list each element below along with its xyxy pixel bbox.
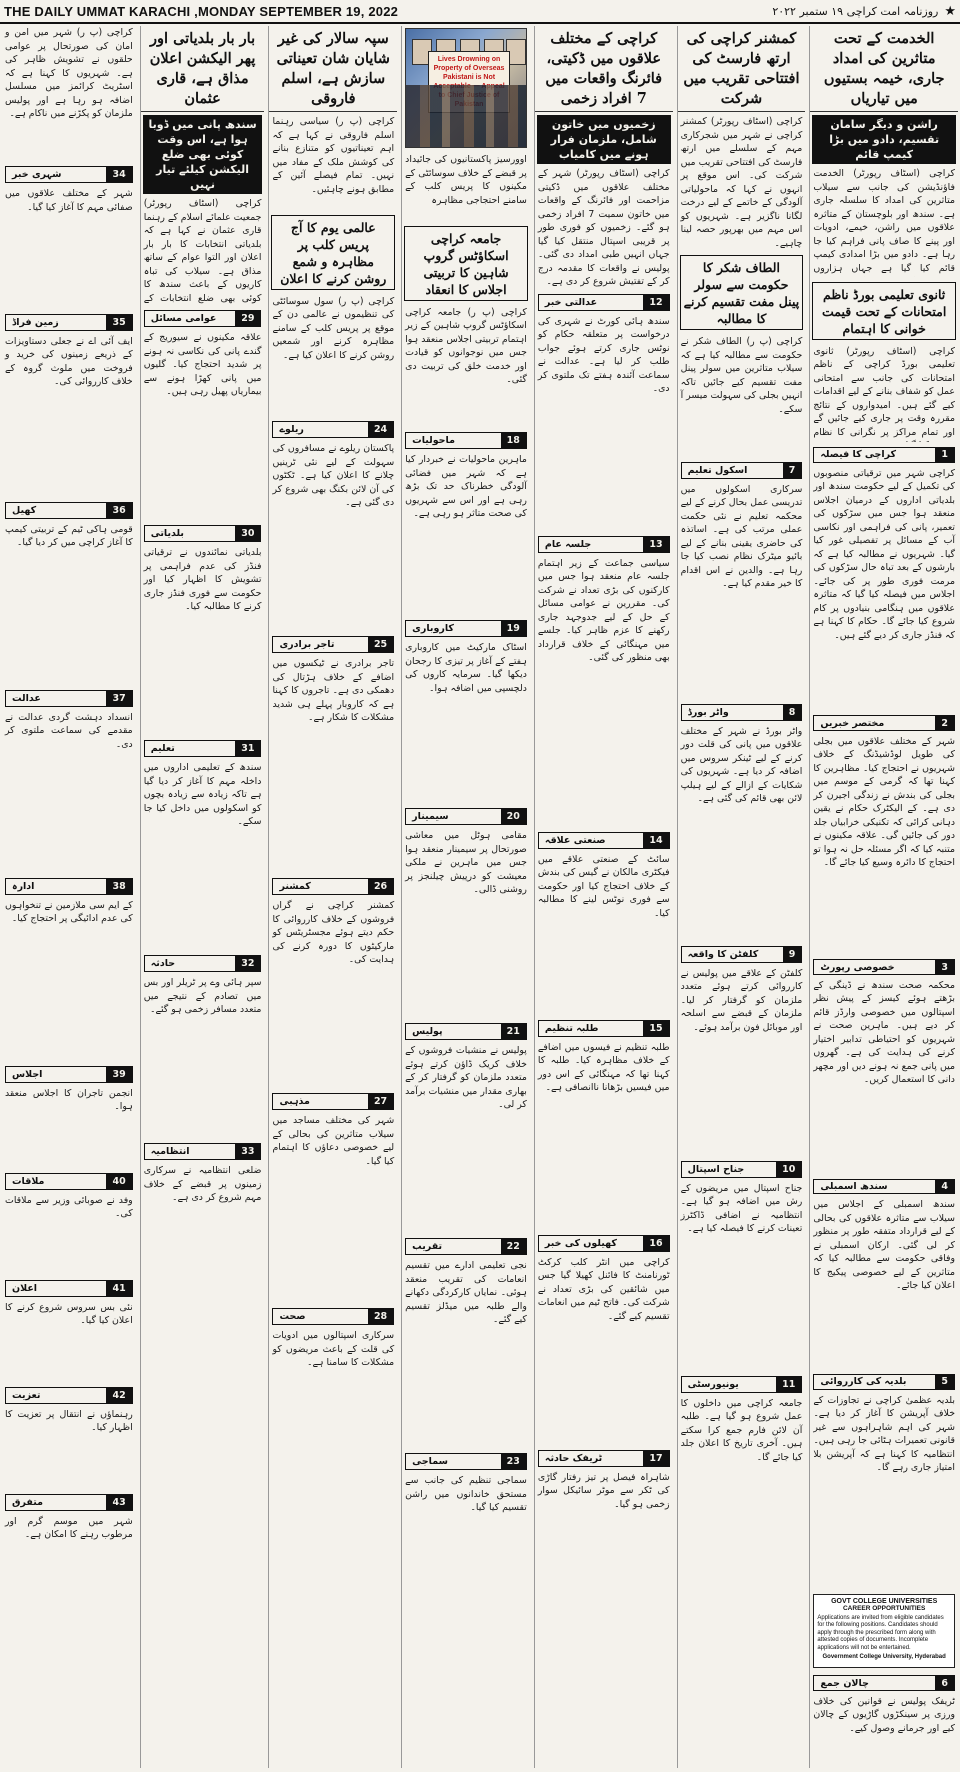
news-number-tag — [272, 1308, 394, 1325]
news-number-label: چالان جمع — [820, 1677, 869, 1689]
newspaper-page — [2, 26, 958, 1768]
news-number: 31 — [235, 741, 260, 756]
article-body: ضلعی انتظامیہ نے سرکاری زمینوں پر قبضے کے خلاف مہم شروع کر دی ہے۔ — [143, 1165, 262, 1203]
news-number-tag — [5, 1494, 133, 1511]
article-body: کراچی (پ ر) سول سوسائٹی کی تنظیموں نے عالمی دن کے موقع پر پریس کلب کے سامنے مظاہرہ کرنے اور شمعیں روشن کرنے کا اعلان کیا ہے۔ — [272, 295, 395, 361]
news-number-tag — [405, 808, 527, 825]
news-number-tag — [538, 832, 670, 849]
news-number-label: عوامی مسائل — [150, 313, 217, 324]
news-number-label: حادثہ — [150, 958, 176, 969]
article-body: رہنماؤں نے انتقال پر تعزیت کا اظہار کیا۔ — [5, 1408, 133, 1433]
article-body: ماہرین ماحولیات نے خبردار کیا ہے کہ شہر میں فضائی آلودگی خطرناک حد تک بڑھ رہی ہے اور اس سے شہریوں کی صحت متاثر ہو رہی ہے۔ — [405, 454, 527, 519]
news-number-label: کمشنر — [279, 881, 311, 892]
news-number-label: اجلاس — [12, 1068, 43, 1080]
article-body: پولیس نے منشیات فروشوں کے خلاف کریک ڈاؤن کرتے ہوئے متعدد ملزمان کو گرفتار کر کے بھاری مقدار میں منشیات برآمد کر لی۔ — [405, 1045, 527, 1110]
article-body: کراچی (اسٹاف رپورٹر) ثانوی تعلیمی بورڈ کراچی کے ناظم امتحانات کی جانب سے امتحانی عمل کو شفاف بنانے کے لیے اقدامات کیے گئے ہیں۔ امیدواروں کے نتائج مقررہ وقت پر جاری کیے جائیں گے اور تمام مراکز پر نگرانی کا نظام — [813, 345, 955, 438]
news-number-label: خصوصی رپورٹ — [820, 961, 895, 973]
news-number-tag — [405, 1453, 527, 1470]
news-column-5 — [268, 26, 397, 1768]
article-body: انجمن تاجران کا اجلاس منعقد ہوا۔ — [5, 1087, 133, 1112]
article-body: کراچی (اسٹاف رپورٹر) جمعیت علمائے اسلام کے رہنما قاری عثمان نے کہا ہے کہ بلدیاتی انتخابات کا بار بار اعلان اور التوا عوام کے ساتھ مذاق ہے۔ سیلاب کی تباہ کاریوں کے باعث سندھ کا کوئی بھی ضلع انتخابات کے — [143, 198, 262, 304]
article-body: بلدیاتی نمائندوں نے ترقیاتی فنڈز کی عدم فراہمی پر تشویش کا اظہار کیا اور حکومت سے فوری فنڈز جاری کرنے کا مطالبہ کیا۔ — [143, 547, 262, 612]
news-number: 15 — [643, 1021, 668, 1036]
news-number-tag — [405, 620, 527, 637]
article-body: علاقہ مکینوں نے سیوریج کے گندے پانی کی نکاسی نہ ہونے پر شدید احتجاج کیا۔ گلیوں میں پانی کھڑا ہونے سے بیماریاں پھیل رہی ہیں۔ — [143, 332, 262, 397]
article-body: طلبہ تنظیم نے فیسوں میں اضافے کے خلاف مظاہرہ کیا۔ طلبہ کا کہنا تھا کہ مہنگائی کے اس دور میں فیسیں بڑھانا ناانصافی ہے۔ — [537, 1041, 670, 1093]
news-number-tag — [272, 1093, 394, 1110]
star-icon: ★ — [944, 3, 956, 19]
news-number: 18 — [501, 433, 526, 448]
news-number-label: عدالتی خبر — [544, 296, 598, 308]
news-number: 14 — [643, 833, 668, 848]
news-number: 24 — [368, 422, 393, 437]
headline: بار بار بلدیاتی اور پھر الیکشن اعلان مذاق ہے، قاری عثمان — [141, 26, 265, 112]
news-number: 20 — [501, 809, 526, 824]
masthead — [0, 0, 960, 24]
news-number: 40 — [106, 1174, 131, 1189]
news-number: 43 — [106, 1495, 131, 1510]
news-number: 11 — [776, 1377, 801, 1392]
news-column-4 — [401, 26, 530, 1768]
article-body: جامعہ کراچی میں داخلوں کا عمل شروع ہو گیا ہے۔ طلبہ آن لائن فارم جمع کرا سکتے ہیں۔ آخری تاریخ کا اعلان جلد کیا جائے گا۔ — [680, 1397, 803, 1463]
news-number-tag — [813, 1374, 955, 1390]
news-number-tag — [813, 1675, 955, 1691]
news-number-tag — [538, 294, 670, 311]
headline: ثانوی تعلیمی بورڈ ناظم امتحانات کے تحت قیمت خوانی کا اہتمام — [812, 282, 956, 340]
masthead-urdu-text: روزنامہ امت کراچی ۱۹ ستمبر ۲۰۲۲ — [772, 4, 939, 18]
article-body: قومی ہاکی ٹیم کے تربیتی کیمپ کا آغاز کراچی میں کر دیا گیا۔ — [5, 523, 133, 548]
news-number-label: کھیلوں کی خبر — [544, 1237, 617, 1249]
news-number-tag — [144, 310, 262, 327]
news-number-tag — [272, 636, 394, 653]
news-number: 22 — [501, 1239, 526, 1254]
article-body: کمشنر کراچی نے گراں فروشوں کے خلاف کارروائی کا حکم دیتے ہوئے مجسٹریٹس کو مارکیٹوں کا دورہ کرنے کی ہدایت کی۔ — [272, 900, 395, 965]
news-number-label: واٹر بورڈ — [687, 706, 729, 718]
article-body: سندھ ہائی کورٹ نے شہری کی درخواست پر متعلقہ حکام کو نوٹس جاری کرتے ہوئے جواب طلب کر لیا ہے۔ عدالت نے سماعت آئندہ ہفتے تک ملتوی کر دی۔ — [537, 315, 670, 394]
article-body: سپر ہائی وے پر ٹریلر اور بس میں تصادم کے نتیجے میں متعدد مسافر زخمی ہو گئے۔ — [143, 977, 262, 1015]
article-body: سندھ اسمبلی کے اجلاس میں سیلاب سے متاثرہ علاقوں کی بحالی کے لیے قرارداد متفقہ طور پر منظور کر لی گئی۔ ارکان اسمبلی نے وفاقی حکومت سے مطالبہ کیا کہ متاثرین کے لیے خصوصی پیکیج کا اعلان کیا جائے۔ — [813, 1199, 955, 1292]
news-number-label: انتظامیہ — [150, 1146, 190, 1157]
masthead-urdu-title — [772, 4, 960, 19]
news-number: 41 — [106, 1281, 131, 1296]
news-number-label: عدالت — [12, 692, 41, 704]
news-number-tag — [681, 462, 803, 479]
news-number-label: مذہبی — [279, 1096, 310, 1107]
news-number-tag — [144, 740, 262, 757]
news-number-tag — [538, 1450, 670, 1467]
news-column-1 — [809, 26, 958, 1768]
article-body: تاجر برادری نے ٹیکسوں میں اضافے کے خلاف ہڑتال کی دھمکی دی ہے۔ تاجروں کا کہنا ہے کہ کاروبار پہلے ہی شدید مشکلات کا شکار ہے۔ — [272, 658, 395, 723]
article-body: کراچی (اسٹاف رپورٹر) کمشنر کراچی نے شہر میں شجرکاری مہم کے سلسلے میں ارتھ فارسٹ کی افتتاحی تقریب میں شرکت کی۔ اس موقع پر انہوں نے کہا کہ ماحولیاتی آلودگی کے خاتمے کے لیے درخت لگانا ناگزیر ہے۔ شہریوں کو اس مہم میں بھرپور حصہ لینا چاہیے۔ — [680, 116, 803, 249]
news-number: 33 — [235, 1144, 260, 1159]
news-number: 12 — [643, 295, 668, 310]
article-body: نئی بس سروس شروع کرنے کا اعلان کیا گیا۔ — [5, 1301, 133, 1326]
news-number: 36 — [106, 503, 131, 518]
news-number-label: ٹریفک حادثہ — [544, 1452, 603, 1464]
news-number-label: شہری خبر — [12, 169, 62, 180]
news-number-tag — [813, 1179, 955, 1195]
news-number-tag — [5, 690, 133, 707]
masthead-english-title: THE DAILY UMMAT KARACHI ,MONDAY SEPTEMBER 19, 2022 — [4, 3, 399, 19]
news-number: 2 — [935, 716, 954, 730]
article-body: نجی تعلیمی ادارے میں تقسیم انعامات کی تقریب منعقد ہوئی۔ نمایاں کارکردگی دکھانے والے طلبہ میں میڈلز تقسیم کیے گئے۔ — [405, 1260, 527, 1325]
news-number-label: ملاقات — [12, 1175, 45, 1187]
article-body: کراچی شہر میں ترقیاتی منصوبوں کی تکمیل کے لیے حکومت سندھ اور بلدیاتی اداروں کے درمیان اجلاس منعقد ہوا جس میں سڑکوں کی تعمیر، پانی کی فراہمی اور نکاسی آب کے مسائل پر تفصیلی غور کیا گیا۔ شہریوں نے مطالبہ کیا ہے کہ بارشوں کے بعد تباہ حال سڑکوں کی مرمت فوری طور پر کی جائے۔ اجلاس میں فیصلہ کیا گیا کہ متاثرہ علاقوں میں ہنگامی بنیادوں پر کام شروع کیا جائے گا۔ حکام کا کہنا ہے کہ فنڈز جاری کر دیے گئے ہیں۔ — [813, 467, 955, 641]
article-body: شہر کی مختلف مساجد میں سیلاب متاثرین کی بحالی کے لیے خصوصی دعاؤں کا اہتمام کیا گیا۔ — [272, 1115, 395, 1167]
news-number-tag — [813, 715, 955, 731]
news-number: 28 — [368, 1309, 393, 1324]
article-body: شاہراہ فیصل پر تیز رفتار گاڑی کی ٹکر سے موٹر سائیکل سوار زخمی ہو گیا۔ — [537, 1471, 670, 1510]
subheadline: زخمیوں میں خاتون شامل، ملزمان فرار ہونے میں کامیاب — [537, 115, 671, 164]
news-number-tag — [538, 536, 670, 553]
news-number-label: جناح اسپتال — [687, 1163, 745, 1175]
news-number: 26 — [368, 879, 393, 894]
news-number: 32 — [235, 956, 260, 971]
news-number-label: تاجر برادری — [279, 639, 335, 650]
news-number-label: سیمینار — [412, 811, 449, 822]
protesters-crowd — [406, 85, 526, 147]
article-body: سندھ کے تعلیمی اداروں میں داخلہ مہم کا آغاز کر دیا گیا ہے تاکہ زیادہ سے زیادہ بچوں کو اسکولوں میں داخل کیا جا سکے۔ — [143, 762, 262, 827]
news-number: 23 — [501, 1454, 526, 1469]
news-number: 8 — [783, 705, 802, 720]
article-body: شہر کے مختلف علاقوں میں صفائی مہم کا آغاز کیا گیا۔ — [5, 188, 133, 213]
news-number-label: متفرق — [12, 1496, 44, 1508]
news-number-label: تعزیت — [12, 1389, 41, 1401]
ad-body: Applications are invited from eligible candidates for the following positions. Candidates should apply through the prescribed form along with attested copies of documents. Incomplete applications will not be entertained. — [817, 1614, 944, 1651]
article-body: مقامی ہوٹل میں معاشی صورتحال پر سیمینار منعقد ہوا جس میں ماہرین نے ملکی معیشت کو درپیش چیلنجز پر روشنی ڈالی۔ — [405, 830, 527, 895]
news-number-label: پولیس — [412, 1026, 443, 1037]
news-number-label: یونیورسٹی — [687, 1378, 739, 1390]
news-number-label: ماحولیات — [412, 435, 455, 446]
news-number: 5 — [935, 1375, 954, 1389]
news-number-label: زمین فراڈ — [12, 316, 59, 328]
subheadline: سندھ پانی میں ڈوبا ہوا ہے، اس وقت کوئی بھی ضلع الیکشن کیلئے تیار نہیں — [143, 115, 263, 194]
news-number-tag — [405, 1238, 527, 1255]
article-body: سرکاری اسپتالوں میں ادویات کی قلت کے باعث مریضوں کو مشکلات کا سامنا ہے۔ — [272, 1330, 395, 1368]
news-number: 42 — [106, 1388, 131, 1403]
article-body: سیاسی جماعت کے زیر اہتمام جلسہ عام منعقد ہوا جس میں کارکنوں کی بڑی تعداد نے شرکت کی۔ مقررین نے عوامی مسائل کے حل کے لیے جدوجہد جاری رکھنے کا عزم ظاہر کیا۔ جلسے میں مہنگائی کے خلاف قرارداد بھی منظور کی گئی۔ — [537, 557, 670, 663]
article-body: واٹر بورڈ نے شہر کے مختلف علاقوں میں پانی کی قلت دور کرنے کے لیے ٹینکر سروس میں اضافہ کر دیا ہے۔ شہریوں کی شکایات کے ازالے کے لیے ہیلپ لائن بھی قائم کی گئی ہے۔ — [680, 725, 803, 804]
headline: سپہ سالار کی غیر شایان شان تعیناتی سازش ہے، اسلم فاروقی — [269, 26, 397, 112]
news-number-tag — [5, 502, 133, 519]
article-body: انسداد دہشت گردی عدالت نے مقدمے کی سماعت ملتوی کر دی۔ — [5, 711, 133, 750]
article-body: کراچی (پ ر) سیاسی رہنما اسلم فاروقی نے کہا ہے کہ اہم تعیناتیوں کو متنازع بنانے کی کوشش ملک کے مفاد میں نہیں۔ تمام فیصلے آئین کے مطابق ہونے چاہئیں۔ — [272, 116, 395, 195]
news-number-label: کلفٹن کا واقعہ — [687, 948, 759, 960]
news-number-label: ادارہ — [12, 880, 35, 892]
article-body: کراچی (اسٹاف رپورٹر) شہر کے مختلف علاقوں میں ڈکیتی مزاحمت اور فائرنگ کے واقعات میں خاتون سمیت 7 افراد زخمی ہو گئے۔ زخمیوں کو فوری طور پر قریبی اسپتال منتقل کیا گیا جہاں انہیں طبی امداد دی گئی۔ پولیس نے واقعات کا مقدمہ درج کر کے تفتیش شروع کر دی ہے۔ — [537, 168, 670, 287]
career-advertisement — [813, 1594, 955, 1669]
article-body: کراچی (اسٹاف رپورٹر) الخدمت فاؤنڈیشن کی جانب سے سیلاب متاثرین کی امداد کا سلسلہ جاری ہے۔ سندھ اور بلوچستان کے متاثرہ علاقوں میں راشن، خیمے، ادویات اور پینے کا صاف پانی فراہم کیا جا رہا ہے۔ دادو میں بڑا امدادی کیمپ قائم کیا گیا ہے جہاں ہزاروں — [813, 168, 955, 274]
news-number-label: تقریب — [412, 1241, 443, 1252]
news-number-tag — [681, 1376, 803, 1393]
headline: کمشنر کراچی کی ارتھ فارسٹ کی افتتاحی تقریب میں شرکت — [678, 26, 806, 112]
news-number: 25 — [368, 637, 393, 652]
article-body: سائٹ کے صنعتی علاقے میں فیکٹری مالکان نے گیس کی بندش کے خلاف احتجاج کیا اور حکومت سے فوری نوٹس لینے کا مطالبہ کیا۔ — [537, 853, 670, 919]
news-column-3 — [534, 26, 673, 1768]
article-body: اسٹاک مارکیٹ میں کاروباری ہفتے کے آغاز پر تیزی کا رجحان دیکھا گیا۔ سرمایہ کاروں کی دلچسپی میں اضافہ ہوا۔ — [405, 642, 527, 694]
news-number-tag — [5, 1066, 133, 1083]
news-number: 10 — [776, 1162, 801, 1177]
news-number-tag — [144, 525, 262, 542]
news-number-label: صنعتی علاقہ — [544, 834, 606, 846]
headline: عالمی یوم کا آج پریس کلب پر مظاہرہ و شمع روشن کرنے کا اعلان — [271, 215, 395, 290]
news-number-tag — [144, 955, 262, 972]
article-body: محکمہ صحت سندھ نے ڈینگی کے بڑھتے ہوئے کیسز کے پیش نظر اسپتالوں میں خصوصی وارڈز قائم کر دیے ہیں۔ ماہرین صحت نے شہریوں کو احتیاطی تدابیر اختیار کرنے کی ہدایت کی ہے۔ گھروں میں پانی جمع نہ ہونے دیں اور مچھر دانی کا استعمال کریں۔ — [813, 979, 955, 1086]
news-number-tag — [538, 1235, 670, 1252]
news-number: 35 — [106, 315, 131, 330]
news-number: 27 — [368, 1094, 393, 1109]
news-number: 3 — [935, 960, 954, 974]
news-number-label: جلسہ عام — [544, 538, 592, 550]
news-number-label: کراچی کا فیصلہ — [820, 449, 897, 461]
news-number-label: تعلیم — [150, 743, 175, 754]
headline: کراچی کے مختلف علاقوں میں ڈکیتی، فائرنگ واقعات میں 7 افراد زخمی — [535, 26, 673, 112]
news-number-tag — [538, 1020, 670, 1037]
news-column-6 — [140, 26, 265, 1768]
news-number-tag — [5, 1387, 133, 1404]
article-body: کے ایم سی ملازمین نے تنخواہوں کی عدم ادائیگی پر احتجاج کیا۔ — [5, 899, 133, 924]
news-number: 39 — [106, 1067, 131, 1082]
headline: جامعہ کراچی اسکاؤٹس گروپ شاہین کا تربیتی اجلاس کا انعقاد — [404, 226, 528, 301]
news-number-label: کھیل — [12, 504, 37, 516]
news-number: 38 — [106, 879, 131, 894]
article-body: شہر میں موسم گرم اور مرطوب رہنے کا امکان ہے۔ — [5, 1515, 133, 1540]
news-number-tag — [272, 421, 394, 438]
news-number: 34 — [106, 167, 131, 182]
ad-subtitle: CAREER OPPORTUNITIES — [842, 1605, 926, 1613]
subheadline: راشن و دیگر سامان تقسیم، دادو میں بڑا کیمپ قائم — [812, 115, 956, 164]
news-number: 13 — [643, 537, 668, 552]
news-number-label: اعلان — [12, 1282, 38, 1294]
news-number: 30 — [235, 526, 260, 541]
article-body: سرکاری اسکولوں میں تدریسی عمل بحال کرنے کے لیے محکمہ تعلیم نے نئی حکمت عملی مرتب کی ہے۔ اساتذہ کی حاضری یقینی بنانے کے لیے بائیو میٹرک نظام نصب کیا جا رہا ہے۔ والدین نے اس اقدام کا خیر مقدم کیا ہے۔ — [680, 483, 803, 589]
news-number-tag — [5, 166, 133, 183]
news-number-label: بلدیہ کی کارروائی — [820, 1376, 907, 1388]
protest-photo — [405, 28, 527, 148]
news-column-7 — [2, 26, 136, 1768]
news-number-tag — [5, 878, 133, 895]
news-number-label: طلبہ تنظیم — [544, 1022, 599, 1034]
news-number: 1 — [935, 448, 954, 462]
news-number: 16 — [643, 1236, 668, 1251]
article-body: ایف آئی اے نے جعلی دستاویزات کے ذریعے زمینوں کی خرید و فروخت میں ملوث گروہ کے خلاف کارروائی کی۔ — [5, 335, 133, 387]
news-column-2 — [677, 26, 806, 1768]
news-number-tag — [681, 946, 803, 963]
news-number: 9 — [783, 947, 802, 962]
news-number-label: اسکول تعلیم — [687, 464, 748, 476]
article-body: کراچی میں انٹر کلب کرکٹ ٹورنامنٹ کا فائنل کھیلا گیا جس میں شائقین کی بڑی تعداد نے شرکت کی۔ فاتح ٹیم میں انعامات تقسیم کیے گئے۔ — [537, 1256, 670, 1322]
news-number: 37 — [106, 691, 131, 706]
article-body: بلدیہ عظمیٰ کراچی نے تجاوزات کے خلاف آپریشن کا آغاز کر دیا ہے۔ شہر کی اہم شاہراہوں سے غیر قانونی تعمیرات ہٹائی جا رہی ہیں۔ انتظامیہ کا کہنا ہے کہ آپریشن بلا امتیاز جاری رہے گا۔ — [813, 1394, 955, 1474]
news-number-label: صحت — [279, 1311, 306, 1322]
article-body: کراچی (پ ر) شہر میں امن و امان کی صورتحال پر عوامی حلقوں نے تشویش ظاہر کی ہے۔ شہریوں کا کہنا ہے کہ اسٹریٹ کرائمز میں مسلسل اضافہ ہو رہا ہے اور پولیس ملزمان کو پکڑنے میں ناکام ہے۔ — [5, 27, 133, 119]
article-body: کلفٹن کے علاقے میں پولیس نے کارروائی کرتے ہوئے متعدد ملزمان کو گرفتار کر لیا۔ ملزمان کے قبضے سے اسلحہ اور موبائل فون برآمد ہوئے۔ — [680, 967, 803, 1033]
ad-title: GOVT COLLEGE UNIVERSITIES — [831, 1597, 938, 1605]
news-number-tag — [5, 314, 133, 331]
news-number-label: بلدیاتی — [150, 528, 184, 539]
protest-banner: Lives Drowning on Property of Overseas Pakistani is Not — [428, 51, 511, 113]
news-number-tag — [272, 878, 394, 895]
article-body: کراچی (پ ر) جامعہ کراچی اسکاؤٹس گروپ شاہین کے زیر اہتمام تربیتی اجلاس منعقد ہوا جس میں نوجوانوں کو قیادت اور خدمت خلق کی تربیت دی گئی۔ — [405, 306, 527, 385]
news-number-tag — [144, 1143, 262, 1160]
article-body: شہر کے مختلف علاقوں میں بجلی کی طویل لوڈشیڈنگ کے خلاف شہریوں نے احتجاج کیا۔ مظاہرین کا کہنا تھا کہ گرمی کے موسم میں بجلی کی بندش نے زندگی اجیرن کر دی ہے۔ کے الیکٹرک حکام نے یقین دہانی کرائی کہ تکنیکی خرابیاں جلد دور کی جائیں گی۔ علاقہ مکینوں نے متنبہ کیا کہ اگر مسئلہ حل نہ ہوا تو احتجاج کا دائرہ وسیع کیا جائے گا۔ — [813, 735, 955, 869]
news-number-label: ریلوے — [279, 424, 304, 435]
news-number: 17 — [643, 1451, 668, 1466]
article-body: وفد نے صوبائی وزیر سے ملاقات کی۔ — [5, 1194, 133, 1219]
news-number-tag — [813, 447, 955, 463]
news-number-tag — [813, 959, 955, 975]
news-number-label: سندھ اسمبلی — [820, 1181, 888, 1193]
news-number: 29 — [235, 311, 260, 326]
news-number-tag — [681, 1161, 803, 1178]
headline: الطاف شکر کا حکومت سے سولر پینل مفت تقسیم کرنے کا مطالبہ — [680, 255, 804, 330]
article-body: اوورسیز پاکستانیوں کی جائیداد پر قبضے کے خلاف سوسائٹی کے مکینوں کا پریس کلب کے سامنے احتجاجی مظاہرہ — [405, 154, 527, 206]
news-number-tag — [5, 1173, 133, 1190]
article-body: پاکستان ریلوے نے مسافروں کی سہولت کے لیے نئی ٹرینیں چلانے کا اعلان کیا ہے۔ ٹکٹوں کی آن لائن بکنگ بھی شروع کر دی گئی ہے۔ — [272, 443, 395, 508]
news-number-label: سماجی — [412, 1456, 448, 1467]
news-number-tag — [681, 704, 803, 721]
news-number: 4 — [935, 1180, 954, 1194]
article-body: ٹریفک پولیس نے قوانین کی خلاف ورزی پر سینکڑوں گاڑیوں کے چالان کیے اور جرمانے وصول کیے۔ — [813, 1695, 955, 1734]
news-number: 6 — [935, 1676, 954, 1690]
article-body: جناح اسپتال میں مریضوں کے رش میں اضافہ ہو گیا ہے۔ انتظامیہ نے اضافی ڈاکٹرز تعینات کرنے کا فیصلہ کیا ہے۔ — [680, 1182, 803, 1234]
news-number: 7 — [783, 463, 802, 478]
news-number-tag — [5, 1280, 133, 1297]
news-number-label: کاروباری — [412, 623, 454, 634]
news-number: 21 — [501, 1024, 526, 1039]
news-number-label: مختصر خبریں — [820, 717, 885, 729]
headline: الخدمت کے تحت متاثرین کی امداد جاری، خیمہ بستیوں میں تیاریاں — [810, 26, 958, 112]
news-number-tag — [405, 1023, 527, 1040]
article-body: کراچی (پ ر) الطاف شکر نے حکومت سے مطالبہ کیا ہے کہ سیلاب متاثرین میں سولر پینل مفت تقسیم کیے جائیں تاکہ انہیں بجلی کی سہولت میسر آ سکے۔ — [680, 336, 803, 415]
article-body: سماجی تنظیم کی جانب سے مستحق خاندانوں میں راشن تقسیم کیا گیا۔ — [405, 1475, 527, 1513]
news-number: 19 — [501, 621, 526, 636]
ad-footer: Government College University, Hyderabad — [822, 1654, 946, 1661]
news-number-tag — [405, 432, 527, 449]
